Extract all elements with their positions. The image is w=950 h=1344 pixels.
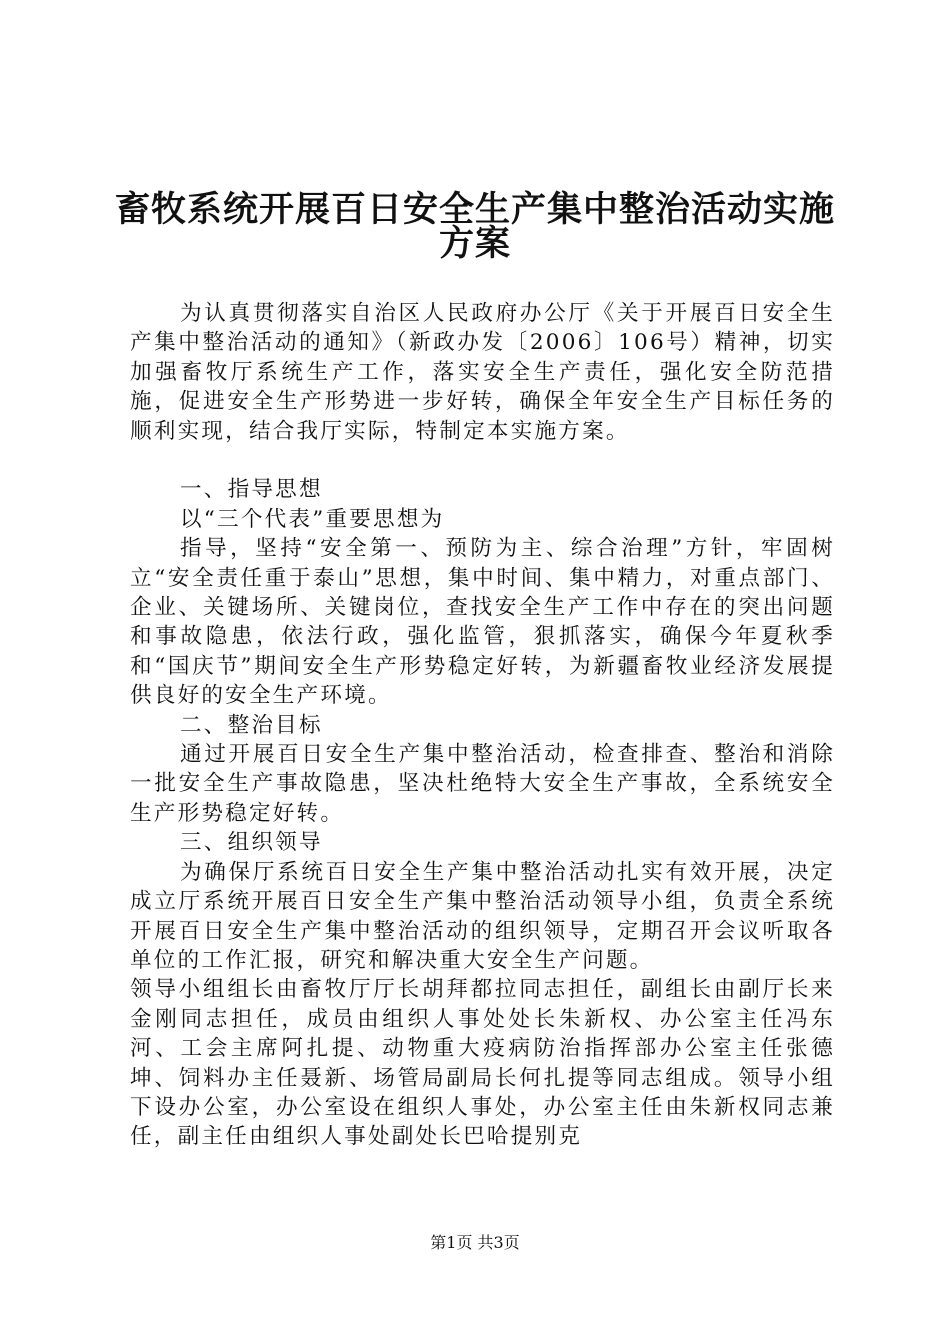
section-3-heading: 三、组织领导 — [180, 830, 323, 856]
document-title-line-1: 畜牧系统开展百日安全生产集中整治活动实施 — [114, 190, 835, 230]
document-body — [130, 299, 835, 1152]
section-1-heading: 一、指导思想 — [180, 477, 323, 503]
document-title-line-2: 方案 — [438, 224, 511, 264]
section-1-paragraph: 指导，坚持“安全第一、预防为主、综合治理”方针，牢固树立“安全责任重于泰山”思想，集中时间、集中精力，对重点部门、企业、关键场所、关键岗位，查找安全生产工作中存在的突出问题和事故隐患，依法行政，强化监管，狠抓落实，确保今年夏秋季和“国庆节”期间安全生产形势稳定好转，为新疆畜牧业经济发展提供良好的安全生产环境。 — [130, 536, 835, 709]
section-2-heading: 二、整治目标 — [180, 712, 323, 738]
intro-paragraph: 为认真贯彻落实自治区人民政府办公厅《关于开展百日安全生产集中整治活动的通知》（新政办发〔2006〕106号）精神，切实加强畜牧厅系统生产工作，落实安全生产责任，强化安全防范措施，促进安全生产形势进一步好转，确保全年安全生产目标任务的顺利实现，结合我厅实际，特制定本实施方案。 — [130, 301, 835, 444]
section-1-lead: 以“三个代表”重要思想为 — [180, 506, 445, 532]
page-footer: 第1页 共3页 — [430, 1233, 520, 1252]
section-3-paragraph: 为确保厅系统百日安全生产集中整治活动扎实有效开展，决定成立厅系统开展百日安全生产集中整治活动领导小组，负责全系统开展百日安全生产集中整治活动的组织领导，定期召开会议听取各单位的工作汇报，研究和解决重大安全生产问题。 — [130, 859, 835, 973]
paragraph-gap — [130, 446, 835, 475]
section-3-continuation: 领导小组组长由畜牧厅厅长胡拜都拉同志担任，副组长由副厅长来金刚同志担任，成员由组织人事处处长朱新权、办公室主任冯东河、工会主席阿扎提、动物重大疫病防治指挥部办公室主任张德坤、饲料办主任聂新、场管局副局长何扎提等同志组成。领导小组下设办公室，办公室设在组织人事处，办公室主任由朱新权同志兼任，副主任由组织人事处副处长巴哈提别克 — [130, 977, 835, 1150]
section-2-paragraph: 通过开展百日安全生产集中整治活动，检查排查、整治和消除一批安全生产事故隐患，坚决杜绝特大安全生产事故，全系统安全生产形势稳定好转。 — [130, 742, 835, 826]
